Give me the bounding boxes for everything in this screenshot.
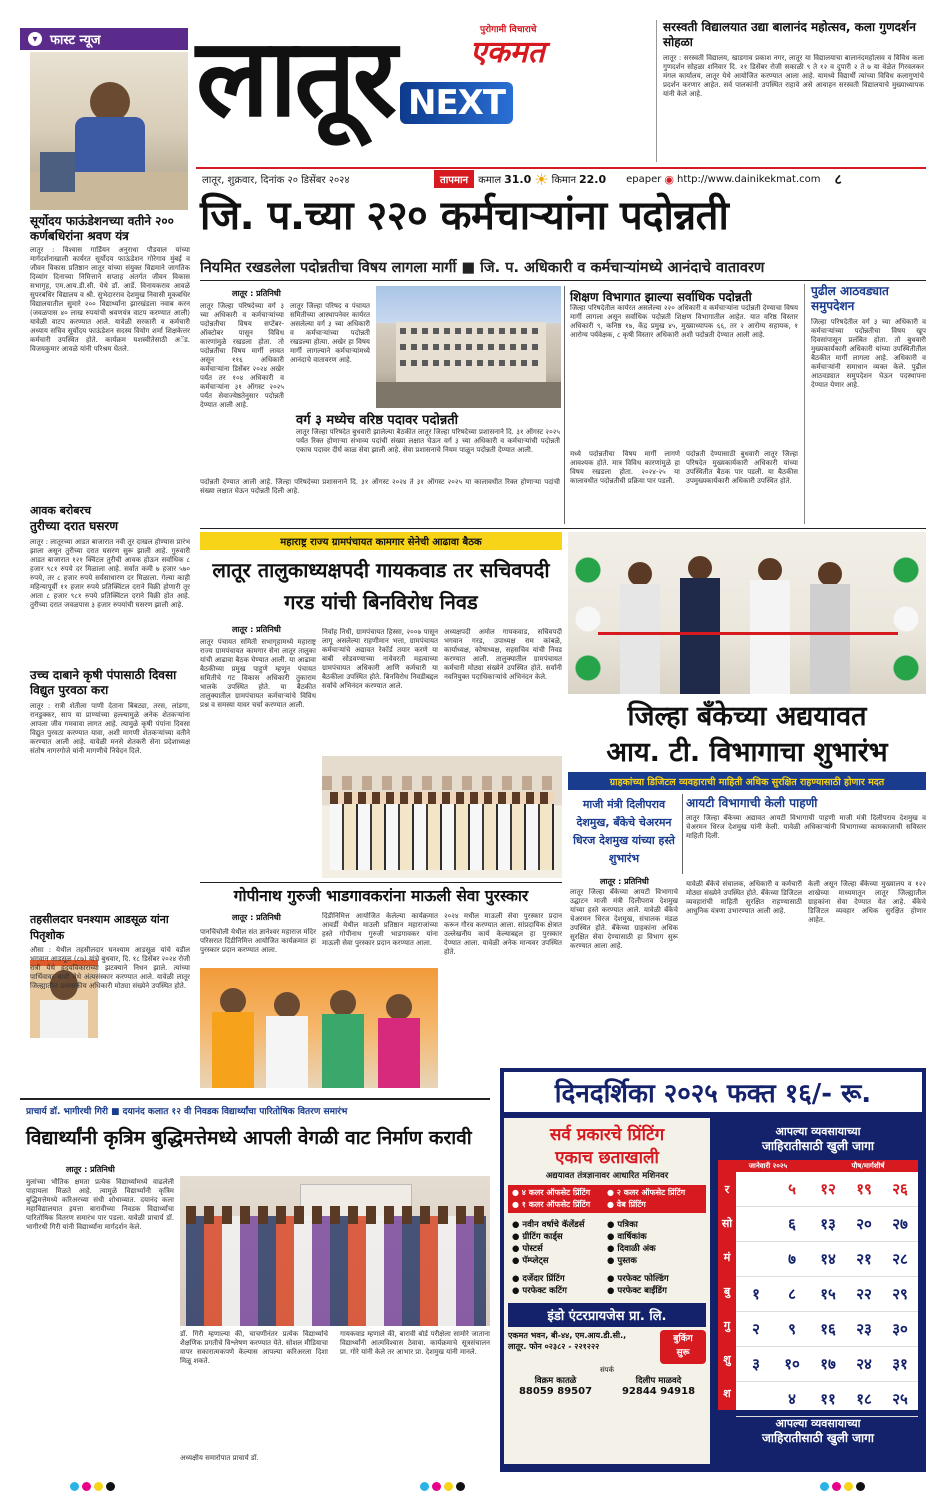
cal-date: ३ <box>752 1355 760 1373</box>
cal-date: १६ <box>820 1320 836 1338</box>
ad-title1: सर्व प्रकारचे प्रिंटिंग <box>549 1125 665 1145</box>
story-d-side-title: माजी मंत्री दिलीपराव देशमुख, बँकेचे चेअरमन धिरज देशमुख यांच्या हस्ते शुभारंभ <box>573 798 675 865</box>
ad-service-row <box>512 1219 702 1231</box>
cal-date: २३ <box>856 1320 872 1338</box>
story-d-tagline <box>568 772 926 790</box>
cal-week-row <box>736 1312 918 1347</box>
calendar-ad <box>500 1068 926 1472</box>
dateline-bar <box>196 167 926 189</box>
cal-date: १३ <box>820 1215 836 1233</box>
ad-space-top1: आपल्या व्यवसायाच्या <box>775 1125 861 1138</box>
max-label: कमाल <box>478 175 502 186</box>
story-c-col2: दिंडीनिमित्त आयोजित केलेल्या कार्यक्रमात आवर्डी येथील माउली प्रतिष्ठान महाराजांच्या हस्ते गोपीनाथ गुरुजी भाडगावकर यांना माऊली सेवा पुरस्कार प्रदान करण्यात आला. <box>322 912 438 947</box>
epaper-label: epaper <box>626 173 662 185</box>
fast-news-label: फास्ट न्यूज <box>50 33 101 48</box>
lead-byline: लातूर : प्रतिनिधी <box>232 289 281 298</box>
story-e-byline: लातूर : प्रतिनिधी <box>66 1165 115 1174</box>
story-e-footer: अध्यक्षीय समारोपात प्राचार्य डॉ. <box>180 1454 259 1462</box>
story-c-award-photo <box>200 968 438 1088</box>
lead-caption-body: लातूर जिल्हा परिषदेत बुधवारी झालेल्या बैठकीत लातूर जिल्हा परिषदेच्या प्रशासनाने दि. ३१ ऑगस्ट २०२५ पर्यंत रिक्त होणाऱ्या संभाव्य पदांची संख्या लक्षात घेऊन वर्ग ३ च्या अधिकारी व कर्मचाऱ्यांची पदोन्नती एकाच पदावर दीर्घ काळ सेवा झाली आहे. सेवा प्रशासनाचे नियम पाळून पदोन्नती देण्यात आली. <box>296 428 560 454</box>
ad-service-item: ● परफेक्ट कटिंग <box>512 1286 567 1296</box>
registration-marks-left <box>70 1476 118 1495</box>
ad-services-tertiary <box>508 1271 706 1299</box>
lead-body2: लातूर जिल्हा परिषद व पंचायत समितीच्या आस्थापनेवर कार्यरत असलेल्या वर्ग ३ च्या अधिकारी व कर्मचाऱ्यांच्या पदोन्नती रखडल्या होत्या. अखेर हा विषय मार्गी लागल्याने कर्मचाऱ्यांमध्ये आनंदाचे वातावरण आहे. <box>290 302 370 364</box>
globe-icon: ◉ <box>664 172 674 186</box>
cal-day-label: र <box>724 1182 730 1196</box>
masthead-next <box>400 82 513 124</box>
ad-service-item: ● ४ कलर ऑफसेट प्रिंटिंग <box>512 1188 591 1197</box>
cal-week-row <box>736 1207 918 1242</box>
cal-date: १५ <box>820 1285 836 1303</box>
cal-date: १४ <box>820 1250 836 1268</box>
ad-service-item: ● पुस्तक <box>607 1256 637 1266</box>
story-d-byline: लातूर : प्रतिनिधी <box>600 877 649 886</box>
ad-service-row <box>512 1199 702 1211</box>
cal-month2: पौष/मार्गशीर्ष <box>851 1161 885 1170</box>
ad-service-item: ● परफेक्ट फोल्डिंग <box>607 1274 669 1284</box>
calendar-grid <box>718 1172 918 1410</box>
story-b-tagline <box>200 532 562 550</box>
ad-service-item: ● २ कलर ऑफसेट प्रिंटिंग <box>607 1188 686 1197</box>
cal-week-row <box>736 1242 918 1277</box>
min-value: 22.0 <box>579 172 607 186</box>
ad-booking-badge <box>660 1330 706 1364</box>
ad-title2: एकाच छताखाली <box>555 1148 659 1168</box>
max-value: 31.0 <box>504 172 532 186</box>
story-c-byline: लातूर : प्रतिनिधी <box>232 913 281 922</box>
cal-date: २ <box>752 1320 760 1338</box>
story2-body: लातूर : लातूरच्या आडत बाजारात नवी तूर दाखल होण्यास प्रारंभ झाला असून तुरीच्या दरात घसरण सुरू झाली आहे. गुरुवारी आडत बाजारात १२१ क्विंटल तुरीची आवक होऊन सर्वाधिक ८ हजार ९८१ रुपये दर मिळाला आहे. सर्वात कमी ७ हजार ५७० रुपये, तर ८ हजार रुपये सर्वसाधारण दर मिळाला. गेल्या काही महिन्यापूर्वी ११ हजार रुपये प्रतिक्विंटल दराने विक्री होणारी तूर आता ८ हजार ९८१ रुपये प्रतिक्विंटल दराने विक्री होत आहे. तुरीच्या दरात जवळपास ३ हजार रुपयांची घसरण झाली आहे. <box>30 538 190 609</box>
ad-calendar-panel <box>714 1118 922 1464</box>
ad-service-item: ● पत्रिका <box>607 1220 638 1230</box>
ad-person2: दिलीप माळवदे <box>635 1376 682 1386</box>
story3-body: लातूर : रात्री शेतीला पाणी देताना बिबट्या, तरस, लांडगा, रानडुक्कर, साप या प्राण्यांच्या हल्ल्यामुळे अनेक शेतकऱ्यांना आपला जीव गमवावा लागत आहे. त्यामुळे कृषी पंपांना दिवसा विद्युत पुरवठा करण्यात यावा, अशी मागणी शेतकऱ्यांच्या वतीने करण्यात आली आहे. यावेळी मनसे शेतकरी सेना प्रदेशाध्यक्ष संतोष नागरगोजे यांनी मागणीचे निवेदन दिले. <box>30 702 190 755</box>
cal-date: २० <box>856 1215 872 1233</box>
cal-day-label: गु <box>723 1318 731 1332</box>
ad-space-bot <box>714 1416 922 1446</box>
story2-kicker: आवक बरोबरच <box>30 504 92 517</box>
story-e-headline: विद्यार्थ्यांनी कृत्रिम बुद्धिमत्तेमध्ये आपली वेगळी वाट निर्माण करावी <box>26 1127 472 1149</box>
brand-logo: एकमत <box>470 35 545 70</box>
ad-booking2: सुरू <box>676 1348 690 1358</box>
cal-date: २७ <box>892 1215 908 1233</box>
story-d-col3: केली असून जिल्हा बँकेच्या मुख्यालय व १२२ शाखेच्या माध्यमातून लातूर जिल्ह्यातील ग्राहकांना सेवा देण्यात येत आहे. बँकेचे डिजिटल व्यवहार अधिक सुरक्षित होणार आहेत. <box>808 880 926 924</box>
cal-date: ९ <box>788 1320 796 1338</box>
story-e-col1: मुलांच्या भौतिक क्षमता प्रत्येक विद्यार्थ्यामध्ये वाढलेली पाहायला मिळते आहे. त्यामुळे विद्यार्थ्यांनी कृत्रिम बुद्धिमत्तेमध्ये करिअरच्या संधी शोधाव्यात. दयानंद कला महाविद्यालयात इयत्ता बारावीच्या निवडक विद्यार्थ्यांचा पारितोषिक वितरण समारंभ पार पडला. यावेळी प्राचार्य डॉ. भागीरथी गिरी यांनी विद्यार्थ्यांना मार्गदर्शन केले. <box>26 1178 174 1231</box>
story-d-tagline-text: ग्राहकांच्या डिजिटल व्यवहाराची माहिती अधिक सुरक्षित राहण्यासाठी होणार मदत <box>609 776 885 788</box>
cal-date: १८ <box>856 1390 872 1408</box>
ad-service-row <box>512 1273 702 1285</box>
ad-service-item: ● पॅम्प्लेट्स <box>512 1256 549 1266</box>
chevron-down-icon: ▾ <box>28 32 42 46</box>
cal-date: १० <box>784 1355 800 1373</box>
top-right-title: सरस्वती विद्यालयात उद्या बालानंद महोत्सव, कला गुणदर्शन सोहळा <box>663 20 916 49</box>
cal-date: ४ <box>788 1390 796 1408</box>
ad-banner <box>504 1072 922 1112</box>
ad-services-secondary <box>508 1217 706 1269</box>
story-e-award-photo <box>180 1176 490 1326</box>
story-b-col1: लातूर पंचायत समिती सभागृहामध्ये महाराष्ट्र राज्य ग्रामपंचायत कामगार सेना लातूर तालुका यांची आढावा बैठक घेण्यात आली. या आढावा बैठकीच्या प्रमुख पाहुणे म्हणून पंचायत समितीचे गट विकास अधिकारी तुकाराम भालके उपस्थित होते. या बैठकीत तालुक्यातील ग्रामपंचायत कर्मचाऱ्यांचे विविध प्रश्न व समस्या यावर चर्चा करण्यात आली. <box>200 638 316 709</box>
registration-marks-right <box>820 1476 868 1495</box>
story-d-col2: यावेळी बँकेचे संचालक, अधिकारी व कर्मचारी मोठ्या संख्येने उपस्थित होते. बँकेच्या डिजिटल व्यवहारांची माहिती सुरक्षित राहण्यासाठी आधुनिक यंत्रणा उभारण्यात आली आहे. <box>686 880 802 915</box>
ad-service-row <box>512 1285 702 1297</box>
story-c-col3: २०२४ मधील माऊली सेवा पुरस्कार प्रदान करून गौरव करण्यात आला. सांप्रदायिक क्षेत्रात उल्लेखनीय कार्य केल्याबद्दल हा पुरस्कार देण्यात आला. यावेळी अनेक मान्यवर उपस्थित होते. <box>444 912 562 956</box>
story-d-inauguration-photo <box>568 532 926 694</box>
story-c-col1: पानचिंचोली येथील संत ज्ञानेश्वर महाराज मंदिर परिसरात दिंडीनिमित्त आयोजित कार्यक्रमात हा पुरस्कार प्रदान करण्यात आला. <box>200 928 316 954</box>
cal-month: जानेवारी २०२५ <box>748 1161 788 1170</box>
ad-service-item: ● दर्जेदार प्रिंटिंग <box>512 1274 565 1284</box>
cal-date: ३१ <box>892 1355 908 1373</box>
story3-title: उच्च दाबाने कृषी पंपासाठी दिवसा विद्युत पुरवठा करा <box>30 668 177 697</box>
ad-print-panel <box>504 1118 710 1464</box>
cal-date: १९ <box>856 1180 872 1198</box>
cal-week-row <box>736 1277 918 1312</box>
story-e-col3: गायकवाड म्हणाले की, बारावी बोर्ड परीक्षेला सामोरे जाताना विद्यार्थ्यांनी आत्मविश्वास ठेवावा. कार्यक्रमाचे सूत्रसंचालन प्रा. गोरे यांनी केले तर आभार प्रा. देशमुख यांनी मानले. <box>340 1330 490 1356</box>
story-d-col1: लातूर जिल्हा बँकेच्या आयटी विभागाचे उद्घाटन माजी मंत्री दिलीपराव देशमुख यांच्या हस्ते करण्यात आले. यावेळी बँकेचे चेअरमन धिरज देशमुख, संचालक मंडळ उपस्थित होते. बँकेच्या ग्राहकांना अधिक सुरक्षित सेवा देण्यासाठी हा विभाग सुरू करण्यात आला आहे. <box>570 888 678 950</box>
cal-day-label: बु <box>723 1284 731 1298</box>
ad-service-item: ● परफेक्ट बाईंडिंग <box>607 1286 667 1296</box>
ad-sub: अद्ययावत तंत्रज्ञानावर आधारित मशिनवर <box>545 1171 669 1181</box>
cal-date: २८ <box>892 1250 908 1268</box>
lead-body4: मध्ये पदोन्नतीचा विषय मार्गी लागणे आवश्यक होते. मात्र विविध कारणांमुळे हा विषय रखडला होता. २०२४-२५ या कालावधीत पदोन्नतीची प्रक्रिया पार पडली. <box>570 450 680 485</box>
calendar <box>718 1160 918 1410</box>
lead-box-body: जिल्हा परिषदेतील वर्ग ३ च्या अधिकारी व कर्मचाऱ्यांच्या पदोन्नतीचा विषय खूप दिवसांपासून प्रलंबित होता. तो बुधवारी मुख्यकार्यकारी अधिकारी यांच्या उपस्थितीतील बैठकीत मार्गी लागला आहे. अधिकारी व कर्मचाऱ्यांनी समाधान व्यक्त केले. पुढील आठवड्यात समुपदेशन घेऊन पदस्थापना देण्यात येणार आहे. <box>811 318 926 389</box>
story2-title: तुरीच्या दरात घसरण <box>30 519 119 533</box>
cal-day-label: मं <box>723 1250 731 1264</box>
cal-date: २५ <box>892 1390 908 1408</box>
lead-side-title: शिक्षण विभागात झाल्या सर्वाधिक पदोन्नती <box>570 290 752 304</box>
lead-photo <box>376 286 561 408</box>
cal-date: १७ <box>820 1355 836 1373</box>
ad-service-item: ● दिवाळी अंक <box>607 1244 656 1254</box>
ad-person1: विक्रम कातळे <box>534 1376 577 1386</box>
story-d-box-title: आयटी विभागाची केली पाहणी <box>686 796 818 810</box>
cal-date: ६ <box>788 1215 796 1233</box>
story-b-headline: लातूर तालुकाध्यक्षपदी गायकवाड तर सचिवपदी गरड यांची बिनविरोध निवड <box>212 558 550 614</box>
website-url[interactable]: http://www.dainikekmat.com <box>677 173 821 185</box>
ad-service-item: ● वेब प्रिंटिंग <box>607 1200 646 1209</box>
ad-service-item: ● पोस्टर्स <box>512 1244 543 1254</box>
next-label: NEXT <box>408 83 506 123</box>
lead-body5: पदोन्नती देण्यासाठी बुधवारी लातूर जिल्हा परिषदेत मुख्यकार्यकारी अधिकारी यांच्या उपस्थितीत बैठक पार पडली. या बैठकीस उपमुख्यकार्यकारी अधिकारी उपस्थित होते. <box>686 450 798 485</box>
min-label: किमान <box>551 175 576 186</box>
dateline: लातूर, शुक्रवार, दिनांक २० डिसेंबर २०२४ <box>202 175 350 186</box>
story-e-col2: डॉ. गिरी म्हणाल्या की, चाचणीनंतर प्रत्येक विद्यार्थ्याचे शैक्षणिक प्रगतीचे विश्लेषण करण्यात येते. सोशल मीडियाचा वापर सकारात्मकपणे केल्यास आपल्या करिअरला दिशा मिळू शकते. <box>180 1330 328 1365</box>
ad-company: इंडो एंटरप्रायजेस प्रा. लि. <box>508 1303 706 1327</box>
cal-date: ३० <box>892 1320 908 1338</box>
story-b-group-photo <box>322 756 562 878</box>
top-right-story <box>656 20 924 162</box>
cal-date: १ <box>752 1285 760 1303</box>
masthead-title: लातूर <box>196 15 394 141</box>
story-d-headline2: आय. टी. विभागाचा शुभारंभ <box>606 737 888 768</box>
ad-service-row <box>512 1243 702 1255</box>
cal-date: २९ <box>892 1285 908 1303</box>
ad-service-item: ● नवीन वर्षाचे कॅलेंडर्स <box>512 1220 585 1230</box>
ad-banner-text: दिनदर्शिका २०२५ फक्त १६/- रू. <box>554 1079 872 1109</box>
top-right-body: लातूर : सरस्वती विद्यालय, खाडगाव प्रकाश नगर, लातूर या विद्यालयाचा बालानंदमहोत्सव व विविध कला गुणदर्शन सोहळा शनिवार दि. २१ डिसेंबर रोजी सकाळी ९ ते १२ व दुपारी २ ते ७ या वेळेत गिरवलकर मंगल कार्यालय, लातूर येथे आयोजित करण्यात आला आहे. यामध्ये विद्यार्थी त्यांच्या विविध कलागुणांचे प्रदर्शन करणार आहेत. सर्व पालकांनी उपस्थित राहावे असे आवाहन सरस्वती विद्यालयाचे मुख्याध्यापक यांनी केले आहे. <box>663 54 924 98</box>
fast-news-bar <box>20 28 188 50</box>
ad-address1: एकमत भवन, बी-४४, एम.आय.डी.सी., <box>508 1331 627 1340</box>
ad-service-row <box>512 1255 702 1267</box>
cal-dates <box>736 1172 918 1410</box>
cal-date: ११ <box>820 1390 836 1408</box>
story4-body: औसा : येथील तहसीलदार घनश्याम आडसूळ यांचे वडील भगवान आडसूळ (८७) यांचे बुधवार, दि. १८ डिसेंबर २०२४ रोजी रात्री येथे हृदयविकाराच्या झटक्याने निधन झाले. त्यांच्या पार्थिवावर बाशी येथे अंत्यसंस्कार करण्यात आले. यावेळी लातूर जिल्ह्यातील प्रशासकीय अधिकारी मोठ्या संख्येने उपस्थित होते. <box>30 946 190 990</box>
ad-address2: लातूर. फोन ०२३८२ - २२१२२२ <box>508 1342 600 1351</box>
cal-date: ५ <box>788 1180 796 1198</box>
ad-service-item: ● ग्रीटिंग कार्ड्स <box>512 1232 563 1242</box>
fast-news-photo <box>30 52 188 210</box>
page-number: ८ <box>834 171 842 188</box>
cal-date: २६ <box>892 1180 908 1198</box>
story-b-tagline-text: महाराष्ट्र राज्य ग्रामपंचायत कामगार सेनेची आढावा बैठक <box>280 537 482 548</box>
cal-day-label: श <box>723 1386 731 1400</box>
lead-side-box <box>804 284 926 524</box>
story-d-box-body: लातूर जिल्हा बँकेच्या अद्यावत आयटी विभागाची पाहणी माजी मंत्री दिलीपराव देशमुख व चेअरमन धिरज देशमुख यांनी केली. यावेळी अधिकाऱ्यांनी विभागाच्या कामकाजाची सविस्तर माहिती दिली. <box>686 814 926 840</box>
cal-date: ८ <box>788 1285 796 1303</box>
cal-date: २२ <box>856 1285 872 1303</box>
ad-space-top <box>714 1124 922 1154</box>
ad-contact-label: संपर्क <box>599 1366 615 1374</box>
cal-date: २१ <box>856 1250 872 1268</box>
cal-day-label: शु <box>723 1352 731 1366</box>
story-d-box <box>686 794 926 874</box>
story4-title: तहसीलदार घनश्याम आडसूळ यांना पितृशोक <box>30 913 169 942</box>
brand-kicker: पुरोगामी विचाराचे <box>480 25 537 35</box>
ad-services-primary <box>508 1185 706 1213</box>
story-b-col3: अध्यक्षपदी अमोल गायकवाड, सचिवपदी भगवान गरड, उपाध्यक्ष राम कांबळे, कार्याध्यक्ष, कोषाध्यक्ष, सहसचिव यांची निवड करण्यात आली. तालुक्यातील ग्रामपंचायत कर्मचारी मोठ्या संख्येने उपस्थित होते. सर्वांनी नवनियुक्त पदाधिकाऱ्यांचे अभिनंदन केले. <box>444 628 562 681</box>
ad-space-bot1: आपल्या व्यवसायाच्या <box>775 1417 861 1430</box>
cal-date: ७ <box>788 1250 796 1268</box>
story1-body: लातूर : विश्वास गार्डियन अनुराधा पौडवाल यांच्या मार्गदर्शनाखाली कार्यरत सूर्योदय फाऊंडेशन गोरेगाव मुंबई व जीवन विकास प्रतिष्ठान लातूर यांच्या संयुक्त विद्यमाने जागतिक दिव्यांग दिनाच्या निमित्ताने सप्ताह अंतर्गत जीवन विकास सभागृह, एम.आय.डी.सी. येथे डॉ. आर्डे. विनायकराव आवळे सुपरबधिर विद्यालय व श्री. सुभेदारराव देशमुख निवासी मूकबधिर विद्यालयातील सुमारे २०० विद्यार्थ्यांना झारखंडला नवाब करन (जवळपास ४० लाख रुपयांची श्रवणयंत्र वाटप करण्यात आली) यावेळी वाटप करण्यात आले. यावेळी सरकारी व कर्मचारी अध्याय सचिव सूर्योदय फाऊंडेशन सदस्य वियोग शर्मा शिक्षकेत्तर कर्मचारी उपस्थित होते. कार्यक्रम यशस्वीतेसाठी अॅड. विजयकुमार आवळे यांनी परिश्रम घेतले. <box>30 246 190 353</box>
cal-day-label: सो <box>721 1216 733 1230</box>
story-e-tagline: प्राचार्य डॉ. भागीरथी गिरी ■ दयानंद कलात १२ वी निवडक विद्यार्थ्यांचा पारितोषिक वितरण समारंभ <box>26 1107 348 1117</box>
cal-week-row <box>736 1382 918 1417</box>
registration-marks-mid <box>420 1476 468 1495</box>
sun-icon: ☀ <box>534 169 549 189</box>
lead-body3: पदोन्नती देण्यात आली आहे. जिल्हा परिषदेच्या प्रशासनाने दि. ३१ ऑगस्ट २०२४ ते ३१ ऑगस्ट २०२५ या कालावधीत रिक्त होणाऱ्या पदांची संख्या लक्षात घेऊन पदोन्नती दिली आहे. <box>200 478 560 495</box>
story-b-col2: निर्वाह निधी, ग्रामपंचायत हिस्सा, २००७ पासून लागू असलेल्या राहणीमान भत्ता, ग्रामपंचायत कर्मचाऱ्यांचे अद्यावत रेकॉर्ड तयार करणे या बाबी सोडवण्याच्या नावेवरती महत्वाच्या ग्रामपंचायत अधिकारी आणि कर्मचारी या बैठकीला उपस्थित होते. बिनविरोध निवडीबद्दल सर्वांचे अभिनंदन करण्यात आले. <box>322 628 438 690</box>
story-b-byline: लातूर : प्रतिनिधी <box>232 625 281 634</box>
story-d-headline1: जिल्हा बँकेच्या अद्ययावत <box>627 701 867 732</box>
lead-photo-caption: वर्ग ३ मध्येच वरिष्ठ पदावर पदोन्नती <box>296 413 459 428</box>
ad-service-item: ● १ कलर ऑफसेट प्रिंटिंग <box>512 1200 591 1209</box>
ad-service-row <box>512 1231 702 1243</box>
cal-day-column <box>718 1172 736 1410</box>
lead-box-title: पुढील आठवड्यात समुपदेशन <box>811 284 889 313</box>
ad-service-row <box>512 1187 702 1199</box>
ad-booking1: बुकिंग <box>673 1334 693 1344</box>
ad-phone1[interactable]: 88059 89507 <box>518 1386 593 1397</box>
temperature-box <box>434 170 606 188</box>
cal-date: २४ <box>856 1355 872 1373</box>
lead-body1: लातूर जिल्हा परिषदेच्या वर्ग ३ च्या अधिकारी व कर्मचाऱ्यांच्या पदोन्नतीचा विषय सप्टेंबर-ऑक्टोबर पासून विविध कारणांमुळे रखडला होता. तो पदोन्नतीचा विषय मार्गी लावत असून ११६ अधिकारी कर्मचाऱ्यांना डिसेंबर २०२४ अखेर पर्यंत तर १०४ अधिकारी व कर्मचाऱ्यांना ३१ ऑगस्ट २०२५ पर्यंत सेवाज्येष्ठतेनुसार पदोन्नती देण्यात आली आहे. <box>200 302 284 409</box>
ad-service-item: ● वार्षिकांक <box>607 1232 647 1242</box>
cal-date: १२ <box>820 1180 836 1198</box>
lead-side-body: जिल्हा परिषदेतील कार्यरत असलेल्या २२० अधिकारी व कर्मचाऱ्यांना पदोन्नती देण्याचा विषय मार्गी लागला असून सर्वाधिक पदोन्नती शिक्षण विभागातील आहेत. यात वरिष्ठ विस्तार अधिकारी ९, कनिष्ठ १७, केंद्र प्रमुख ४५, मुख्याध्यापक ६६, तर २ आरोग्य सहायक, १ आरोग्य पर्यवेक्षक, ८ कृषी विस्तार अधिकारी अशी पदोन्नती देण्यात आली आहे. <box>570 304 798 339</box>
temp-label: तापमान <box>434 170 474 188</box>
cal-week-row <box>736 1347 918 1382</box>
cal-week-row <box>736 1172 918 1207</box>
story1-title: सूर्योदय फाऊंडेशनच्या वतीने २०० कर्णबधिरांना श्रवण यंत्र <box>30 214 174 243</box>
ad-phone2[interactable]: 92844 94918 <box>621 1386 696 1397</box>
ad-space-top2: जाहिरातीसाठी खुली जागा <box>761 1139 875 1153</box>
story-c-headline: गोपीनाथ गुरुजी भाडगावकरांना माऊली सेवा पुरस्कार <box>233 887 529 905</box>
ad-space-bot2: जाहिरातीसाठी खुली जागा <box>761 1431 875 1445</box>
lead-headline: जि. प.च्या २२० कर्मचाऱ्यांना पदोन्नती <box>200 193 729 239</box>
lead-subhead: नियमित रखडलेला पदोन्नतीचा विषय लागला मार्गी ■ जि. प. अधिकारी व कर्मचाऱ्यांमध्ये आनंदाचे वातावरण <box>200 260 765 276</box>
